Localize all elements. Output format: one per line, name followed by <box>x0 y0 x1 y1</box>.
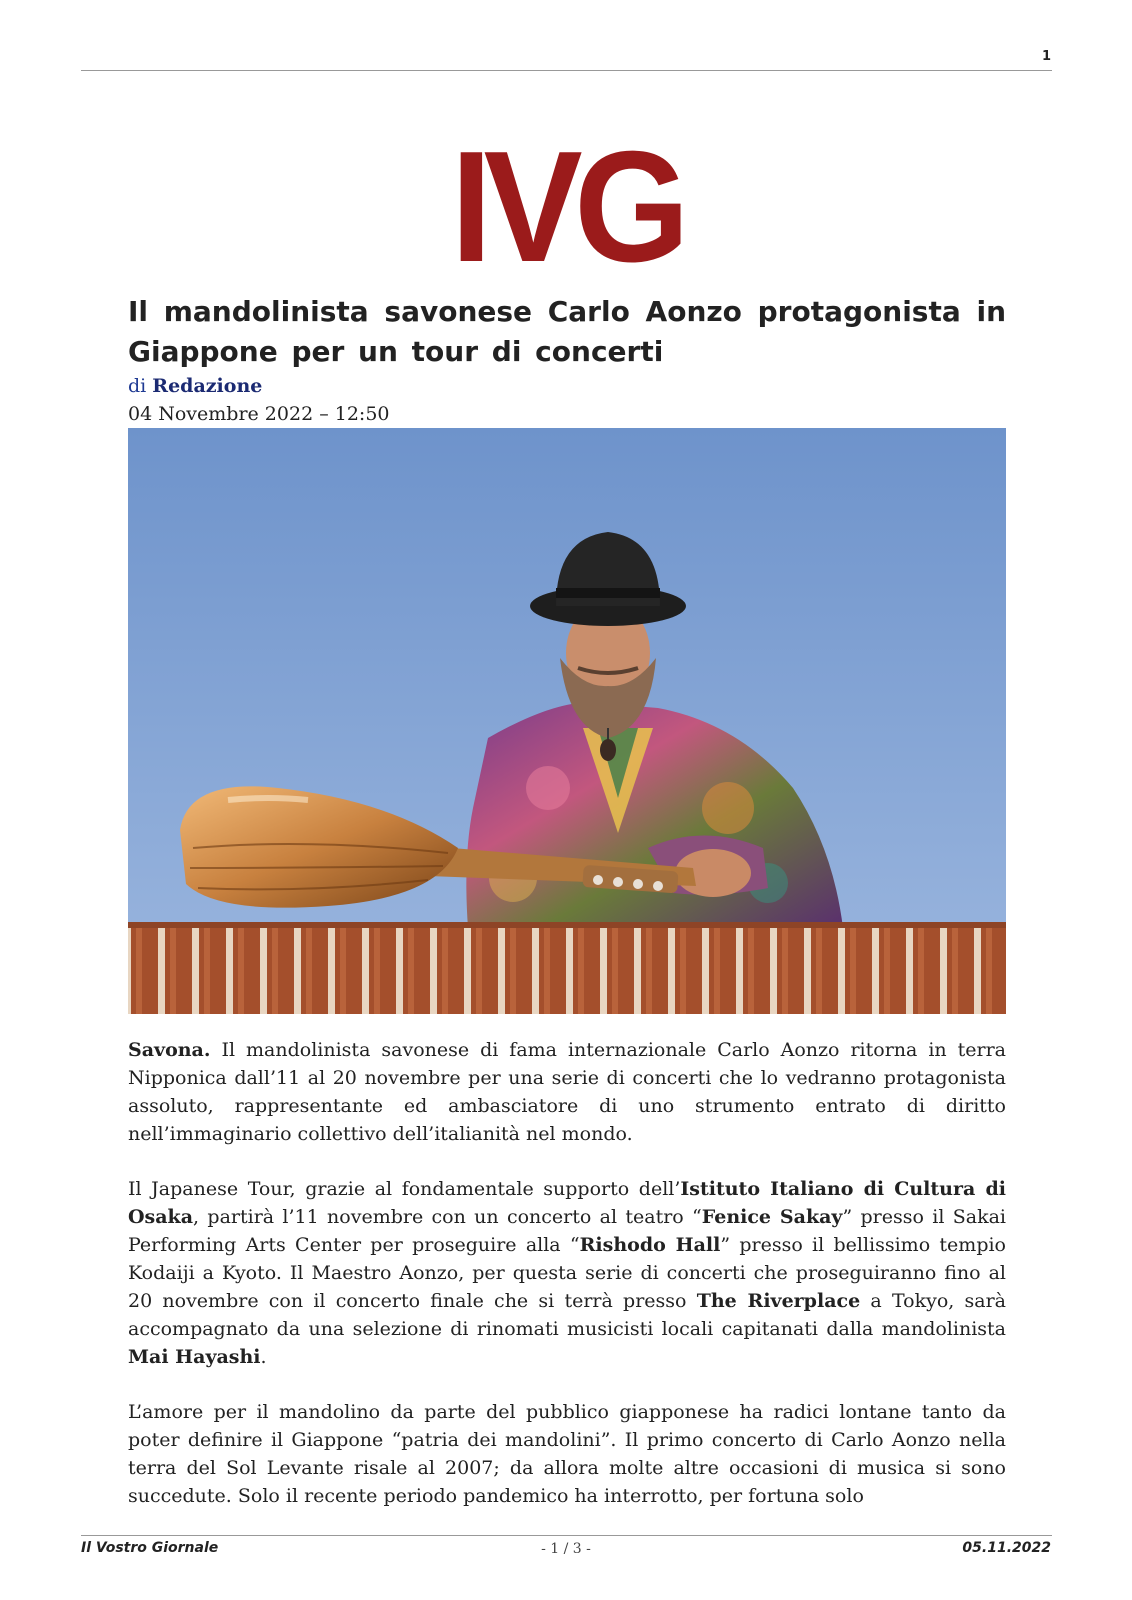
bold-text: Fenice Sakay <box>701 1206 843 1228</box>
ivg-logo[interactable]: IVG <box>450 119 682 295</box>
footer-rule <box>81 1535 1052 1536</box>
article-paragraph <box>128 1398 1006 1510</box>
article-photo <box>128 428 1006 1014</box>
bold-text: Savona. <box>128 1039 211 1061</box>
paragraph-text: , partirà l’11 novembre con un concerto al teatro “ <box>193 1206 702 1228</box>
bold-text: Rishodo Hall <box>579 1234 721 1256</box>
paragraph-text: ” presso il Sakai Performing Arts Center per proseguire alla “ <box>128 1206 1006 1256</box>
article-paragraph <box>128 1036 1006 1148</box>
article-paragraph <box>128 1175 1006 1371</box>
bold-text: The Riverplace <box>696 1290 861 1312</box>
byline <box>128 374 262 398</box>
footer-publication: Il Vostro Giornale <box>81 1540 219 1556</box>
footer-pagination: - 1 / 3 - <box>541 1541 591 1557</box>
header-rule <box>81 70 1052 71</box>
paragraph-text: Il mandolinista savonese di fama internazionale Carlo Aonzo ritorna in terra Nipponica dall’11 al 20 novembre per una serie di concerti che lo vedranno protagonista assoluto, rappresentante ed ambasciatore di uno strumento entrato di diritto nell’immaginario collettivo dell’italianità nel mondo. <box>128 1039 1006 1145</box>
author-link[interactable]: Redazione <box>152 375 263 397</box>
paragraph-text: . <box>260 1346 267 1368</box>
paragraph-text: ” presso il bellissimo tempio Kodaiji a Kyoto. Il Maestro Aonzo, per questa serie di concerti che proseguiranno fino al 20 novembre con il concerto finale che si terrà presso <box>128 1234 1006 1312</box>
paragraph-text: a Tokyo, sarà accompagnato da una selezione di rinomati musicisti locali capitanati dalla mandolinista <box>128 1290 1007 1340</box>
article-title: Il mandolinista savonese Carlo Aonzo protagonista in Giappone per un tour di concerti <box>128 295 1006 368</box>
article-body <box>128 1036 1006 1537</box>
paragraph-text: L’amore per il mandolino da parte del pubblico giapponese ha radici lontane tanto da poter definire il Giappone “patria dei mandolini”. Il primo concerto di Carlo Aonzo nella terra del Sol Levante risale al 2007; da allora molte altre occasioni di musica si sono succedute. Solo il recente periodo pandemico ha interrotto, per fortuna solo <box>128 1401 1006 1507</box>
byline-prefix: di <box>128 375 147 397</box>
bold-text: Mai Hayashi <box>128 1346 261 1368</box>
publish-date: 04 Novembre 2022 – 12:50 <box>128 403 390 425</box>
bold-text: Istituto Italiano di Cultura di Osaka <box>128 1178 1006 1228</box>
page-number: 1 <box>1041 49 1051 64</box>
footer-date: 05.11.2022 <box>962 1540 1051 1556</box>
paragraph-text: Il Japanese Tour, grazie al fondamentale supporto dell’ <box>128 1178 681 1200</box>
